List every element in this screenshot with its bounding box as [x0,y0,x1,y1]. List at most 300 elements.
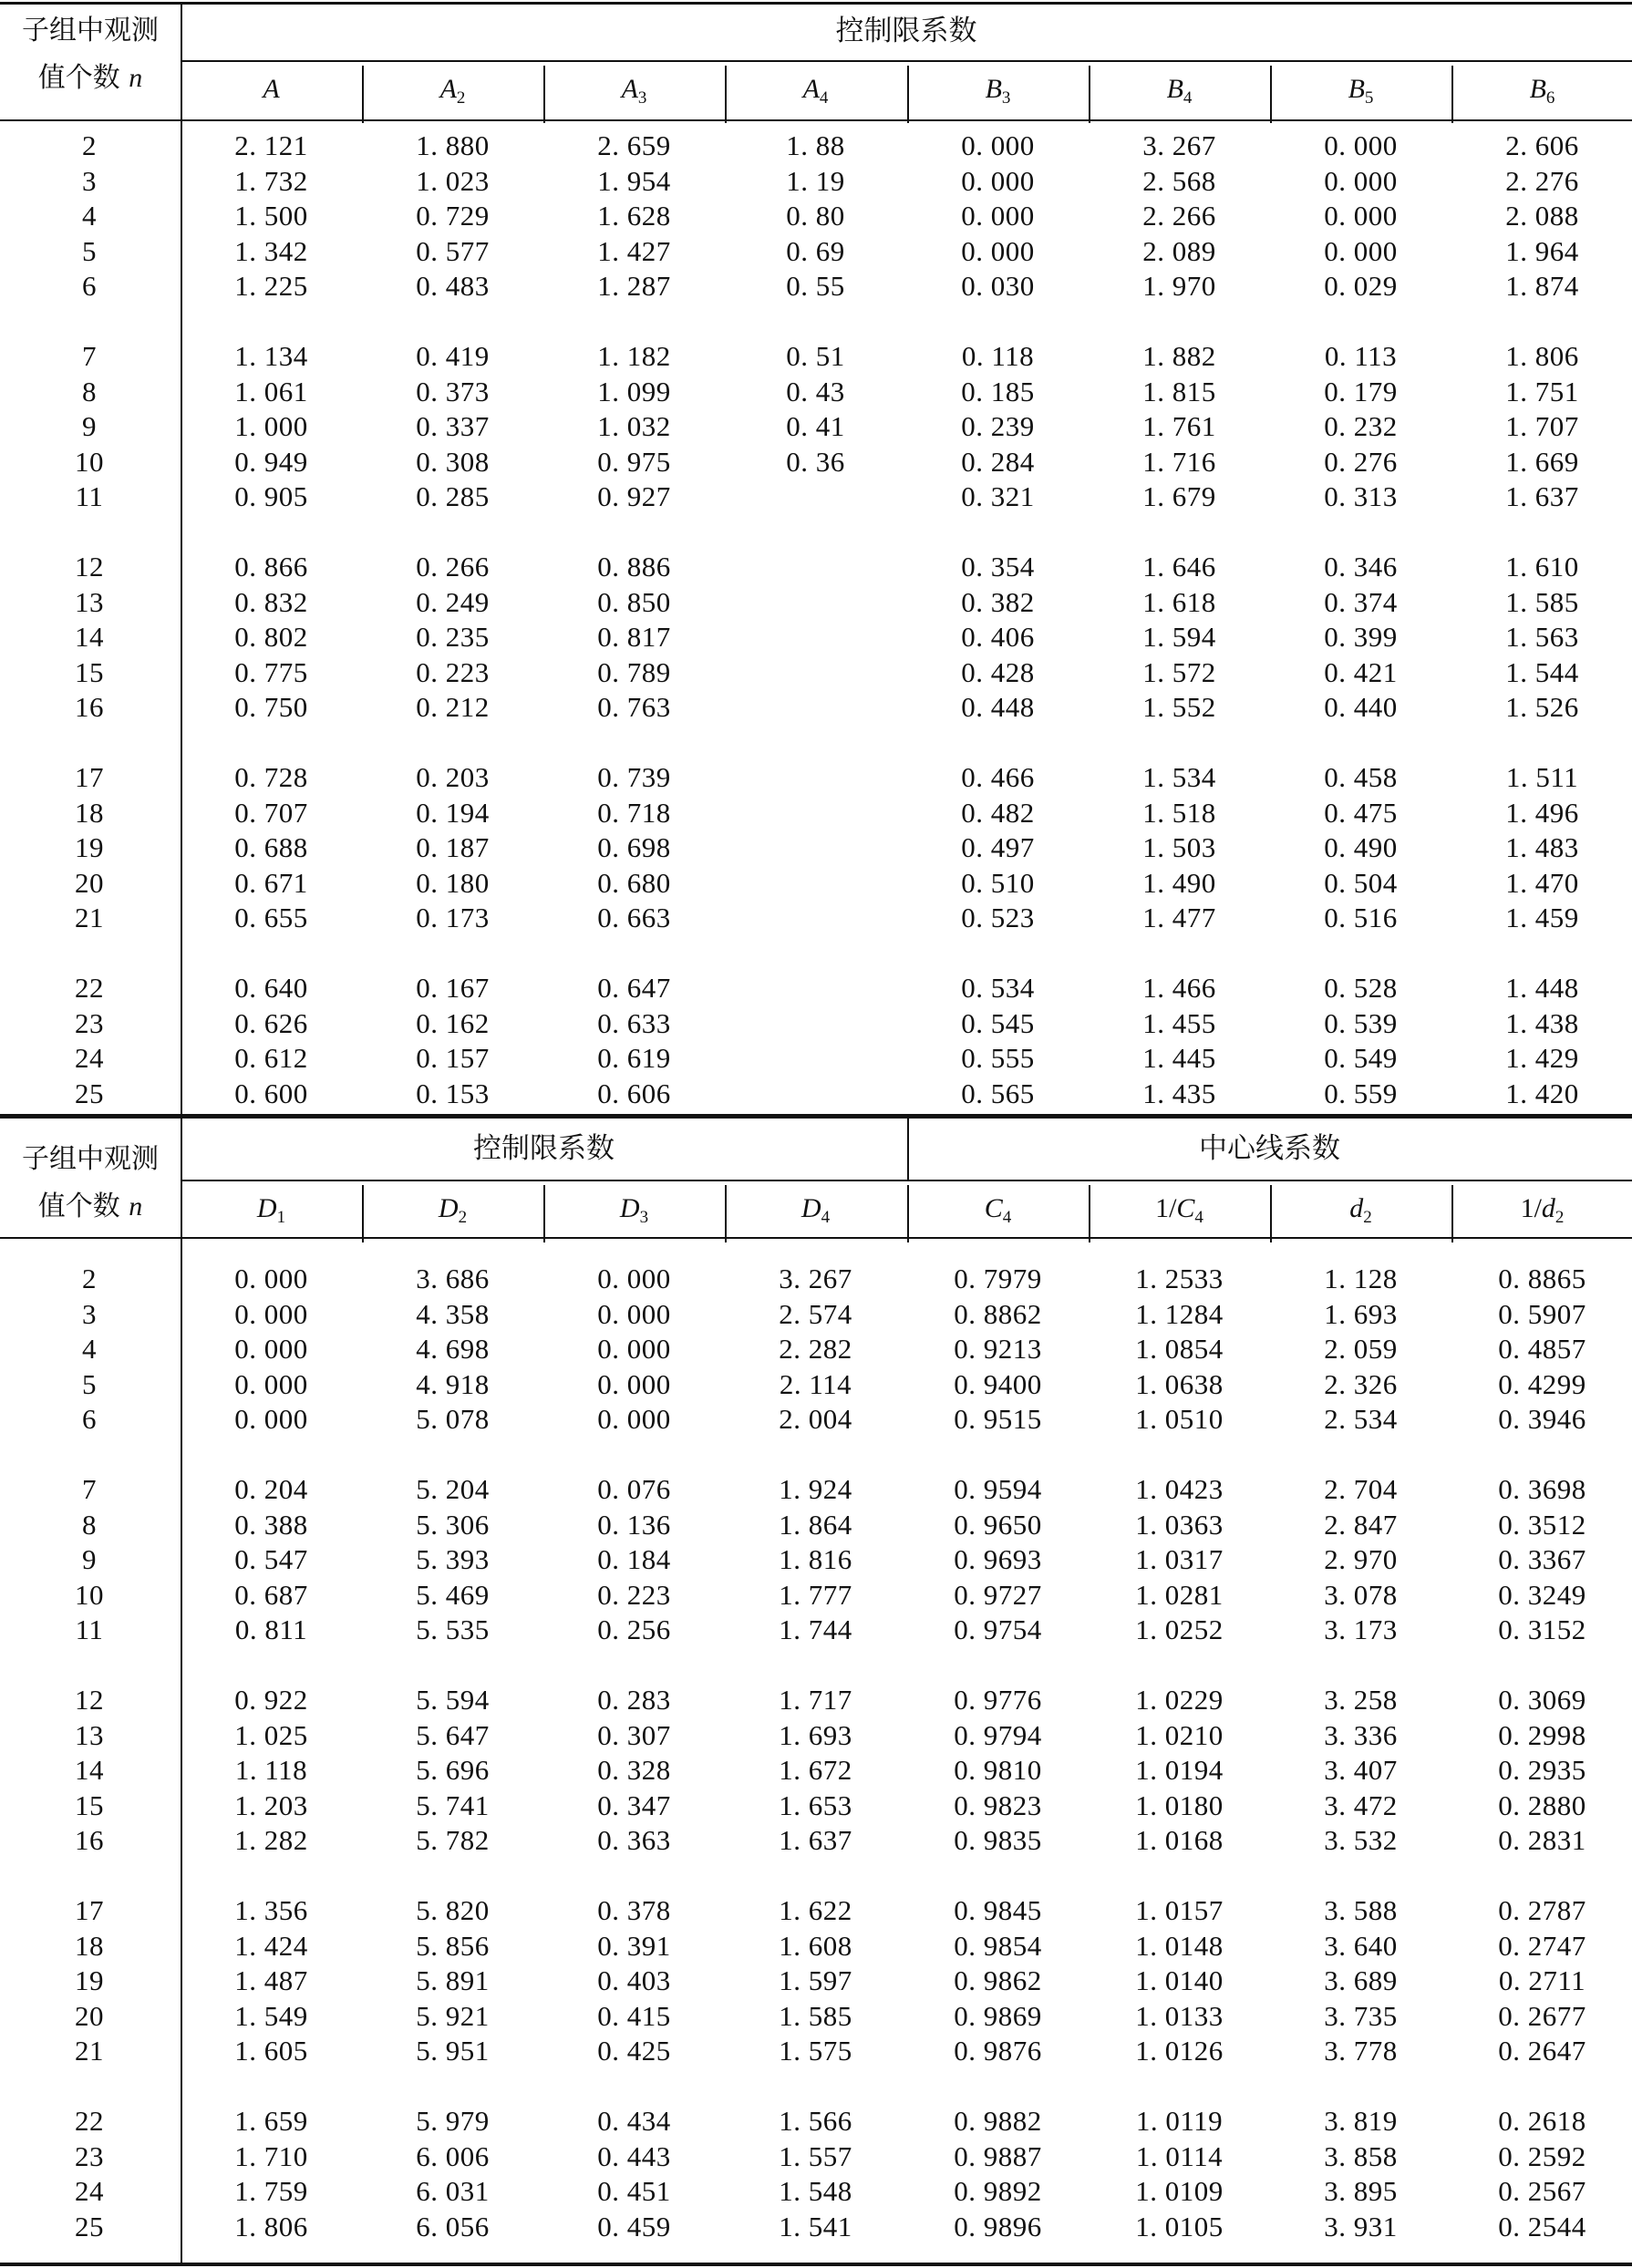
col-header-symbol: D [438,1193,459,1223]
table2-cell: 5. 696 [416,1754,490,1786]
table1-cell: 0. 167 [416,972,490,1004]
col-header-symbol: D [256,1193,277,1223]
table2-cell: 3. 472 [1324,1789,1398,1821]
table2-cell: 1. 0194 [1135,1754,1224,1786]
table2-cell: 3. 258 [1324,1684,1398,1716]
table1-row-n: 11 [75,480,104,512]
col-header-subscript: 4 [1002,1208,1012,1227]
table2-cell: 6. 056 [416,2210,490,2242]
col-header-subscript: 4 [1194,1208,1203,1227]
table2-row-n: 17 [75,1894,104,1926]
table2-row-n: 7 [82,1473,97,1505]
table2-cell: 1. 672 [779,1754,852,1786]
table1-cell: 1. 435 [1142,1077,1216,1109]
table1-cell: 0. 373 [416,375,490,407]
table2-col-header [907,1181,1089,1245]
table2-cell: 0. 9862 [954,1964,1042,1996]
col-header-symbol: A [439,74,457,104]
col-header-subscript: 6 [1545,88,1555,108]
table1-cell: 1. 552 [1142,691,1216,723]
table2-col-header [543,1181,725,1245]
table1-cell: 0. 539 [1324,1006,1398,1039]
table1-cell: 1. 534 [1142,761,1216,793]
table1-cell: 0. 671 [234,866,308,899]
table2-row-n: 13 [75,1718,104,1751]
table1-cell: 0. 497 [961,831,1035,863]
table2-cell: 1. 0168 [1135,1824,1224,1856]
table1-cell: 0. 975 [597,445,671,478]
col-header-symbol: B [1166,74,1183,104]
table2-cell: 1. 864 [779,1508,852,1541]
table2-row-n: 23 [75,2139,104,2172]
table2-cell: 1. 0281 [1135,1578,1224,1611]
table2-row-n: 19 [75,1964,104,1996]
table2-cell: 1. 575 [779,2035,852,2067]
table2-cell: 5. 078 [416,1403,490,1435]
table2-cell: 1. 0638 [1135,1367,1224,1400]
col-header-subscript: 4 [821,1208,831,1227]
table1-row-n: 3 [82,164,97,197]
table1-cell: 0. 000 [1324,200,1398,232]
table2-cell: 5. 393 [416,1543,490,1575]
table1-row-n: 2 [82,129,97,161]
table2-cell: 0. 9515 [954,1403,1042,1435]
table1-row-n: 8 [82,375,97,407]
table2-cell: 0. 2880 [1498,1789,1586,1821]
table2-row-n: 9 [82,1543,97,1575]
table1-cell: 0. 707 [234,796,308,829]
table2-cell: 4. 698 [416,1333,490,1365]
table2-cell: 1. 128 [1324,1263,1398,1294]
table1-cell: 0. 118 [961,340,1035,372]
table1-cell: 1. 134 [234,340,308,372]
table1-cell: 0. 374 [1324,585,1398,618]
table1-col-divider [543,66,545,123]
table1-row-n: 7 [82,340,97,372]
table1-cell: 1. 023 [416,164,490,197]
table2-cell: 1. 203 [234,1789,308,1821]
table2-col-header [1451,1181,1632,1245]
table1-cell: 0. 029 [1324,270,1398,302]
table2-col-header [181,1181,362,1245]
table2-cell: 2. 326 [1324,1367,1398,1400]
table1-cell: 2. 266 [1142,200,1216,232]
table1-cell: 0. 43 [786,375,845,407]
table1-col-header [543,62,725,126]
col-header-symbol: B [1529,74,1546,104]
table2-row-n: 22 [75,2105,104,2137]
table2-cell: 1. 0854 [1135,1333,1224,1365]
table2-cell: 0. 000 [597,1263,671,1294]
col-header-subscript: 2 [456,88,466,108]
table1-cell: 0. 817 [597,621,671,653]
col-header-symbol: A [802,74,820,104]
table2-cell: 1. 759 [234,2175,308,2207]
table1-row-n: 25 [75,1077,104,1109]
table2-cell: 3. 858 [1324,2139,1398,2172]
table1-group-header: 控制限系数 [835,15,977,47]
table1-cell: 1. 287 [597,270,671,302]
table1-col-header [907,62,1089,126]
table2-cell: 5. 856 [416,1929,490,1962]
table1-row-n: 14 [75,621,104,653]
table2-cell: 0. 9882 [954,2105,1042,2137]
table1-cell: 0. 41 [786,410,845,442]
col-header-subscript: 2 [458,1208,468,1227]
table2-cell: 1. 585 [779,1999,852,2032]
table2-cell: 3. 173 [1324,1613,1398,1645]
table2-cell: 0. 9892 [954,2175,1042,2207]
table2-row-n: 10 [75,1578,104,1611]
table1-cell: 1. 061 [234,375,308,407]
table2-cell: 0. 000 [234,1367,308,1400]
table2-cell: 0. 000 [597,1333,671,1365]
table2-row-n: 18 [75,1929,104,1962]
table1-cell: 0. 483 [416,270,490,302]
table2-cell: 1. 693 [779,1718,852,1751]
table2-col-divider [1089,1185,1090,1242]
table2-cell: 0. 8865 [1498,1263,1586,1294]
table1-cell: 1. 500 [234,200,308,232]
table1-row-n: 17 [75,761,104,793]
table2-cell: 1. 487 [234,1964,308,1996]
table1-cell: 0. 000 [1324,234,1398,267]
table2-row-n: 20 [75,1999,104,2032]
table2-cell: 0. 283 [597,1684,671,1716]
table1-row-n: 22 [75,972,104,1004]
table1-cell: 0. 212 [416,691,490,723]
table2-cell: 0. 9650 [954,1508,1042,1541]
table2-cell: 1. 0119 [1135,2105,1224,2137]
table1-cell: 1. 544 [1505,655,1579,688]
table2-cell: 2. 534 [1324,1403,1398,1435]
table2-cell: 2. 282 [779,1333,852,1365]
table1-cell: 0. 266 [416,551,490,582]
table2-cell: 0. 922 [234,1684,308,1716]
table1-cell: 0. 640 [234,972,308,1004]
table1-col-divider [1089,66,1090,123]
table1-cell: 0. 69 [786,234,845,267]
table1-row-n: 24 [75,1042,104,1074]
table1-cell: 1. 459 [1505,902,1579,933]
table1-col-divider [725,66,727,123]
table2-cell: 0. 000 [234,1333,308,1365]
table1-cell: 0. 239 [961,410,1035,442]
table1-cell: 1. 483 [1505,831,1579,863]
table2-cell: 0. 2831 [1498,1824,1586,1856]
table1-cell: 1. 880 [416,129,490,161]
table2-cell: 0. 388 [234,1508,308,1541]
table2-row-n: 21 [75,2035,104,2067]
table1-cell: 1. 448 [1505,972,1579,1004]
col-header-subscript: 3 [1001,88,1011,108]
table2-cell: 0. 9823 [954,1789,1042,1821]
col-header-symbol: A [263,74,280,104]
table1-cell: 0. 577 [416,234,490,267]
table2-cell: 2. 059 [1324,1333,1398,1365]
table1-cell: 0. 606 [597,1077,671,1109]
table2-cell: 1. 637 [779,1824,852,1856]
table1-cell: 0. 549 [1324,1042,1398,1074]
table2-cell: 1. 557 [779,2139,852,2172]
table2-cell: 3. 689 [1324,1964,1398,1996]
table2-cell: 5. 594 [416,1684,490,1716]
table1-cell: 0. 680 [597,866,671,899]
table1-cell: 1. 882 [1142,340,1216,372]
table2-center-line-header: 中心线系数 [1199,1132,1340,1165]
table1-cell: 0. 559 [1324,1077,1398,1109]
table2-row-n: 11 [75,1613,104,1645]
table1-col-divider [907,66,909,123]
table2-cell: 0. 184 [597,1543,671,1575]
table1-cell: 1. 628 [597,200,671,232]
table2-cell: 3. 532 [1324,1824,1398,1856]
table2-cell: 0. 459 [597,2210,671,2242]
table2-cell: 1. 0252 [1135,1613,1224,1645]
table1-cell: 0. 490 [1324,831,1398,863]
table2-cell: 0. 2677 [1498,1999,1586,2032]
table2-cell: 0. 2647 [1498,2035,1586,2067]
col-header-symbol: D [619,1193,640,1223]
table2-cell: 1. 1284 [1135,1297,1224,1330]
table2-row-n: 6 [82,1403,97,1435]
table1-cell: 0. 36 [786,445,845,478]
table2-cell: 0. 9693 [954,1543,1042,1575]
table1-cell: 1. 679 [1142,480,1216,512]
table1-row-n: 16 [75,691,104,723]
table2-cell: 2. 704 [1324,1473,1398,1505]
table2-cell: 0. 000 [234,1403,308,1435]
table2-cell: 1. 924 [779,1473,852,1505]
col-header-subscript: 1 [276,1208,286,1227]
table2-cell: 0. 687 [234,1578,308,1611]
table1-cell: 0. 80 [786,200,845,232]
table1-cell: 0. 905 [234,480,308,512]
table2-cell: 3. 819 [1324,2105,1398,2137]
table1-cell: 1. 427 [597,234,671,267]
table2-col-header [725,1181,906,1245]
table2-cell: 1. 566 [779,2105,852,2137]
table2-cell: 5. 469 [416,1578,490,1611]
table1-cell: 0. 51 [786,340,845,372]
table2-cell: 3. 640 [1324,1929,1398,1962]
table1-cell: 1. 646 [1142,551,1216,582]
table2-cell: 0. 076 [597,1473,671,1505]
table2-cell: 0. 3946 [1498,1403,1586,1435]
table2-cell: 1. 548 [779,2175,852,2207]
table1-cell: 0. 179 [1324,375,1398,407]
table1-row-n: 9 [82,410,97,442]
table2-cell: 5. 204 [416,1473,490,1505]
table1-row-n: 15 [75,655,104,688]
table1-cell: 1. 761 [1142,410,1216,442]
table1-cell: 0. 000 [961,129,1035,161]
table2-cell: 1. 653 [779,1789,852,1821]
table2-row-n: 3 [82,1297,97,1330]
table1-cell: 1. 032 [597,410,671,442]
table1-cell: 0. 000 [961,200,1035,232]
col-header-prefix: 1/ [1155,1193,1177,1223]
table1-cell: 0. 000 [961,234,1035,267]
table2-cell: 1. 0105 [1135,2210,1224,2242]
table1-cell: 0. 421 [1324,655,1398,688]
table2-cell: 0. 204 [234,1473,308,1505]
table1-cell: 1. 806 [1505,340,1579,372]
table1-row-n: 6 [82,270,97,302]
table2-cell: 1. 0148 [1135,1929,1224,1962]
table2-cell: 0. 4299 [1498,1367,1586,1400]
table2-cell: 1. 356 [234,1894,308,1926]
table1-cell: 0. 600 [234,1077,308,1109]
table1-cell: 0. 655 [234,902,308,933]
table1-row-n: 21 [75,902,104,933]
table1-cell: 1. 594 [1142,621,1216,653]
table1-cell: 0. 626 [234,1006,308,1039]
table1-cell: 2. 088 [1505,200,1579,232]
table1-col-header [1089,62,1270,126]
table2-cell: 1. 541 [779,2210,852,2242]
table2-cell: 1. 659 [234,2105,308,2137]
table1-row-n: 20 [75,866,104,899]
table1-col-divider [1270,66,1272,123]
table2-row-label-header: 子组中观测 值个数 n [22,1143,159,1222]
table1-cell: 1. 970 [1142,270,1216,302]
table1-cell: 1. 526 [1505,691,1579,723]
table1-cell: 0. 647 [597,972,671,1004]
table2-cell: 0. 9876 [954,2035,1042,2067]
table2-cell: 1. 0114 [1135,2139,1224,2172]
table2-cell: 0. 451 [597,2175,671,2207]
table2-cell: 0. 9845 [954,1894,1042,1926]
table2-row-n: 8 [82,1508,97,1541]
table1-cell: 1. 669 [1505,445,1579,478]
table2-cell: 1. 0423 [1135,1473,1224,1505]
col-header-symbol: C [984,1193,1003,1223]
table1-cell: 0. 285 [416,480,490,512]
col-header-symbol: B [985,74,1002,104]
table1-cell: 0. 739 [597,761,671,793]
table1-cell: 0. 619 [597,1042,671,1074]
table2-col-header [1089,1181,1270,1245]
table2-cell: 1. 0363 [1135,1508,1224,1541]
table2-cell: 1. 0229 [1135,1684,1224,1716]
table2-cell: 1. 118 [234,1754,308,1786]
table1-cell: 1. 477 [1142,902,1216,933]
col-header-subscript: 4 [819,88,829,108]
table1-cell: 0. 523 [961,902,1035,933]
table2-cell: 5. 820 [416,1894,490,1926]
table2-cell: 5. 891 [416,1964,490,1996]
table1-cell: 1. 420 [1505,1077,1579,1109]
table2-cell: 0. 391 [597,1929,671,1962]
table1-cell: 0. 113 [1324,340,1398,372]
table2-row-n: 24 [75,2175,104,2207]
table2-cell: 1. 597 [779,1964,852,1996]
table2-cell: 5. 782 [416,1824,490,1856]
table2-cell: 0. 3152 [1498,1613,1586,1645]
table2-cell: 1. 0317 [1135,1543,1224,1575]
table1-cell: 1. 618 [1142,585,1216,618]
table1-cell: 0. 313 [1324,480,1398,512]
table1-cell: 1. 490 [1142,866,1216,899]
table2-cell: 0. 9594 [954,1473,1042,1505]
table2-cell: 0. 328 [597,1754,671,1786]
table2-cell: 0. 7979 [954,1263,1042,1294]
table1-cell: 0. 173 [416,902,490,933]
col-header-symbol: d [1541,1193,1555,1223]
table2-cell: 6. 006 [416,2139,490,2172]
table2-cell: 1. 608 [779,1929,852,1962]
table1-cell: 0. 555 [961,1042,1035,1074]
table2-cell: 5. 951 [416,2035,490,2067]
table1-cell: 1. 954 [597,164,671,197]
table1-cell: 2. 121 [234,129,308,161]
table2-cell: 0. 307 [597,1718,671,1751]
table1-cell: 1. 511 [1505,761,1579,793]
table1-cell: 1. 964 [1505,234,1579,267]
table1-cell: 0. 337 [416,410,490,442]
table1-cell: 0. 187 [416,831,490,863]
table2-cell: 1. 549 [234,1999,308,2032]
table1-cell: 0. 235 [416,621,490,653]
table2-cell: 0. 000 [234,1263,308,1294]
table1-cell: 0. 194 [416,796,490,829]
table1-cell: 0. 346 [1324,551,1398,582]
table1-cell: 0. 466 [961,761,1035,793]
table2-cell: 0. 2935 [1498,1754,1586,1786]
table1-cell: 1. 751 [1505,375,1579,407]
table2-col-header [362,1181,543,1245]
table1-col-header [181,62,362,117]
table1-cell: 0. 440 [1324,691,1398,723]
table2-cell: 3. 735 [1324,1999,1398,2032]
table1-cell: 0. 157 [416,1042,490,1074]
table1-col-divider [1451,66,1453,123]
table2-cell: 0. 9887 [954,2139,1042,2172]
table1-cell: 0. 802 [234,621,308,653]
table1-cell: 0. 886 [597,551,671,582]
table2-cell: 0. 9754 [954,1613,1042,1645]
table1-col-header [1451,62,1632,126]
col-header-symbol: d [1349,1193,1364,1223]
table2-cell: 0. 9794 [954,1718,1042,1751]
table2-cell: 0. 9776 [954,1684,1042,1716]
table1-cell: 0. 510 [961,866,1035,899]
table2-cell: 0. 2618 [1498,2105,1586,2137]
table2-cell: 5. 535 [416,1613,490,1645]
table2-cell: 1. 777 [779,1578,852,1611]
table2-cell: 1. 816 [779,1543,852,1575]
table1-cell: 0. 162 [416,1006,490,1039]
table1-cell: 0. 534 [961,972,1035,1004]
table1-cell: 0. 789 [597,655,671,688]
table1-row-label-header: 子组中观测 值个数 n [22,15,159,94]
table1-cell: 0. 850 [597,585,671,618]
table1-cell: 1. 182 [597,340,671,372]
table2-cell: 0. 547 [234,1543,308,1575]
table2-cell: 1. 0126 [1135,2035,1224,2067]
table2-col-header [1270,1181,1451,1245]
table1-cell: 0. 406 [961,621,1035,653]
table1-cell: 1. 429 [1505,1042,1579,1074]
col-header-subscript: 2 [1555,1208,1565,1227]
table1-cell: 0. 000 [961,164,1035,197]
table2-cell: 3. 778 [1324,2035,1398,2067]
table1-cell: 0. 504 [1324,866,1398,899]
table1-cell: 0. 728 [234,761,308,793]
table1-cell: 1. 707 [1505,410,1579,442]
table2-cell: 1. 622 [779,1894,852,1926]
